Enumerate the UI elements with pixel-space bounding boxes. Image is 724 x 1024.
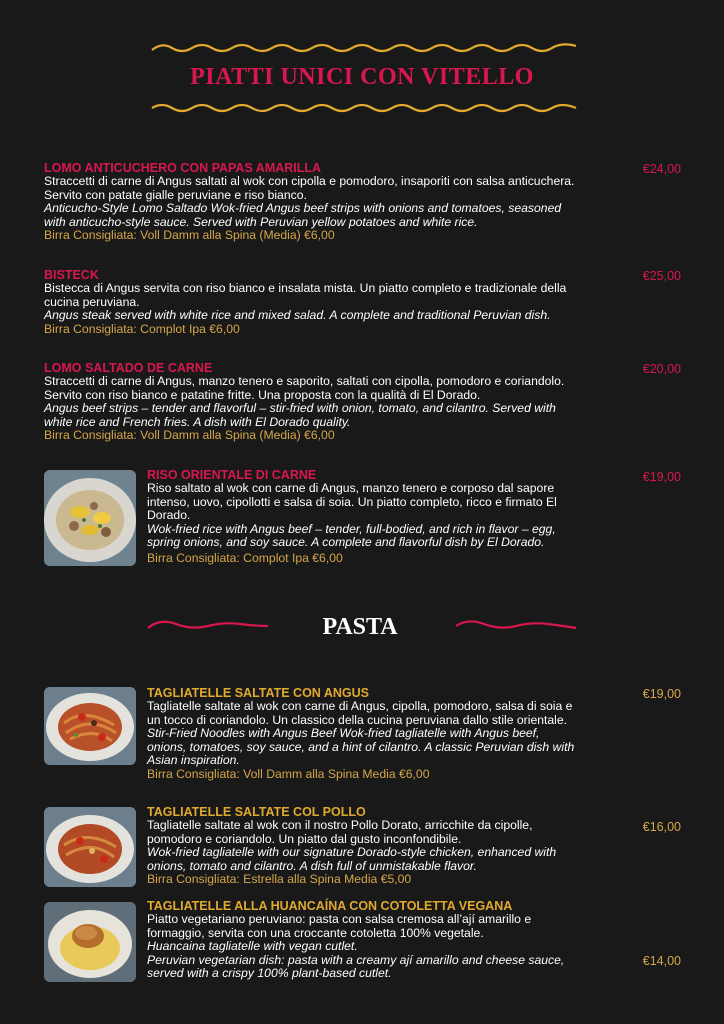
menu-item: [44, 269, 584, 336]
item-description-en: Stir-Fried Noodles with Angus Beef Wok-fried tagliatelle with Angus beef, onions, tomatoes, soy sauce, and a hint of cilantro. A classic Peruvian dish with Asian inspiration.: [147, 726, 575, 767]
item-name: LOMO SALTADO DE CARNE: [44, 361, 213, 375]
item-price: €19,00: [642, 470, 681, 484]
item-name: RISO ORIENTALE DI CARNE: [147, 468, 317, 482]
menu-item: [147, 806, 582, 887]
item-name: TAGLIATELLE ALLA HUANCAÍNA CON COTOLETTA VEGANA: [147, 899, 513, 913]
item-description-en: Angus steak served with white rice and mixed salad. A complete and traditional Peruvian dish.: [44, 308, 551, 322]
wave-divider-right: [454, 618, 578, 632]
item-beer-pairing: Birra Consigliata: Voll Damm alla Spina (Media) €6,00: [44, 428, 335, 442]
menu-item: [44, 162, 584, 243]
item-beer-pairing: Birra Consigliata: Estrella alla Spina Media €5,00: [147, 872, 412, 886]
wave-divider-bottom: [150, 100, 578, 114]
item-beer-pairing: Birra Consigliata: Voll Damm alla Spina Media €6,00: [147, 766, 430, 781]
section-title-piatti-unici: PIATTI UNICI CON VITELLO: [190, 64, 534, 90]
section-title-pasta: PASTA: [322, 614, 398, 640]
item-name: TAGLIATELLE SALTATE CON ANGUS: [147, 686, 369, 700]
item-beer-pairing: Birra Consigliata: Complot Ipa €6,00: [147, 550, 343, 565]
dish-photo-tagliatelle-angus: [44, 687, 136, 765]
item-name: TAGLIATELLE SALTATE COL POLLO: [147, 805, 366, 819]
item-description: Piatto vegetariano peruviano: pasta con salsa cremosa all’ají amarillo e formaggio, servita con una croccante cotoletta 100% vegetale.: [147, 912, 532, 940]
item-beer-pairing: Birra Consigliata: Complot Ipa €6,00: [44, 321, 240, 336]
menu-item: [147, 900, 587, 981]
menu-item: [147, 687, 582, 781]
item-description: Riso saltato al wok con carne di Angus, manzo tenero e corposo dal sapore intenso, uovo, cipollotti e salsa di soia. Un piatto completo, ricco e firmato El Dorado.: [147, 481, 557, 522]
item-price: €14,00: [642, 954, 681, 968]
menu-item: [44, 362, 584, 443]
item-description-en: Wok-fried rice with Angus beef – tender, full-bodied, and rich in flavor – egg, spring onions, and soy sauce. A complete and flavorful dish by El Dorado.: [147, 521, 556, 549]
item-name: BISTECK: [44, 268, 99, 282]
item-description-en: Angus beef strips – tender and flavorful – stir-fried with onion, tomato, and cilantro. Served with white rice and French fries. A dish with El Dorado quality.: [44, 401, 556, 429]
item-description-en: Wok-fried tagliatelle with our signature Dorado-style chicken, enhanced with onions, tomato and cilantro. A dish full of unmistakable flavor.: [147, 845, 557, 873]
item-price: €25,00: [642, 269, 681, 283]
dish-photo-tagliatelle-pollo: [44, 807, 136, 887]
item-description: Straccetti di carne di Angus saltati al wok con cipolla e pomodoro, insaporiti con salsa anticuchera. Servito con patate gialle peruviane e riso bianco.: [44, 174, 575, 202]
item-price: €20,00: [642, 362, 681, 376]
wave-divider-left: [146, 618, 270, 632]
item-price: €24,00: [642, 162, 681, 176]
menu-item: [147, 469, 577, 565]
wave-divider-top: [150, 40, 578, 54]
item-description: Tagliatelle saltate al wok con carne di Angus, cipolla, pomodoro, salsa di soia e un tocco di coriandolo. Un classico della cucina peruviana dallo stile orientale.: [147, 699, 573, 727]
item-description-en: Huancaina tagliatelle with vegan cutlet.: [147, 939, 358, 953]
item-description-en: Anticucho-Style Lomo Saltado Wok-fried Angus beef strips with onions and tomatoes, seasoned with anticucho-style sauce. Served with Peruvian yellow potatoes and white rice.: [44, 201, 562, 229]
item-name: LOMO ANTICUCHERO CON PAPAS AMARILLA: [44, 161, 322, 175]
item-description-en-extended: Peruvian vegetarian dish: pasta with a creamy ají amarillo and cheese sauce, served with a crispy 100% plant-based cutlet.: [147, 952, 565, 980]
item-description: Bistecca di Angus servita con riso bianco e insalata mista. Un piatto completo e tradizionale della cucina peruviana.: [44, 281, 567, 309]
dish-photo-riso-orientale: [44, 470, 136, 566]
item-price: €19,00: [642, 687, 681, 701]
item-price: €16,00: [642, 820, 681, 834]
item-description: Tagliatelle saltate al wok con il nostro Pollo Dorato, arricchite da cipolle, pomodoro e coriandolo. Un piatto dal gusto inconfondibile.: [147, 818, 533, 846]
item-description: Straccetti di carne di Angus, manzo tenero e saporito, saltati con cipolla, pomodoro e coriandolo. Servito con riso bianco e patatine fritte. Una proposta con la qualità di El Dorado.: [44, 374, 565, 402]
dish-photo-huancaina: [44, 902, 136, 982]
item-beer-pairing: Birra Consigliata: Voll Damm alla Spina (Media) €6,00: [44, 228, 335, 242]
